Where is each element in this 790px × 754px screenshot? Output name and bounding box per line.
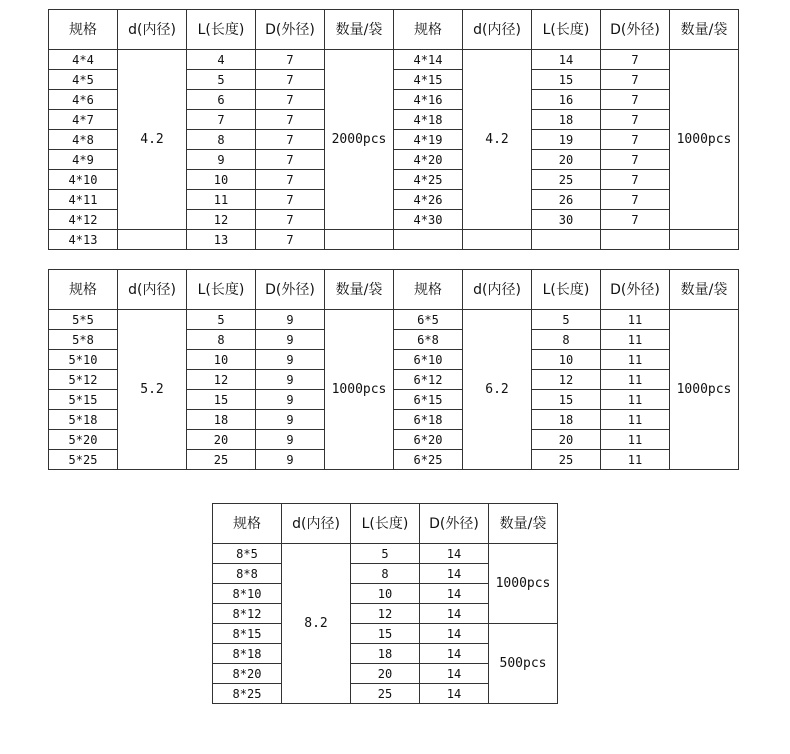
spec-cell: 8*15 [213, 624, 282, 644]
quantity-blank-cell [670, 230, 739, 250]
length-cell: 8 [187, 330, 256, 350]
length-cell: 25 [187, 450, 256, 470]
outer-diameter-cell: 7 [601, 170, 670, 190]
quantity-blank-cell [325, 230, 394, 250]
outer-diameter-cell: 14 [420, 684, 489, 704]
outer-diameter-cell: 7 [601, 90, 670, 110]
spec-cell: 8*10 [213, 584, 282, 604]
header-row [213, 504, 558, 544]
spec-cell: 6*10 [394, 350, 463, 370]
outer-diameter-cell: 9 [256, 370, 325, 390]
header-inner-diameter: d(内径) [463, 270, 532, 310]
inner-diameter-blank-cell [118, 230, 187, 250]
length-cell: 18 [187, 410, 256, 430]
outer-diameter-cell: 7 [256, 70, 325, 90]
spec-cell: 4*12 [49, 210, 118, 230]
length-cell: 11 [187, 190, 256, 210]
length-cell: 6 [187, 90, 256, 110]
quantity-cell: 1000pcs [325, 310, 394, 470]
spec-cell: 4*13 [49, 230, 118, 250]
spec-cell: 4*18 [394, 110, 463, 130]
spec-cell: 4*4 [49, 50, 118, 70]
spec-cell: 6*15 [394, 390, 463, 410]
outer-diameter-cell: 11 [601, 430, 670, 450]
inner-diameter-cell: 6.2 [463, 310, 532, 470]
inner-diameter-cell: 5.2 [118, 310, 187, 470]
outer-diameter-cell: 7 [601, 130, 670, 150]
length-cell: 5 [351, 544, 420, 564]
spec-cell: 4*16 [394, 90, 463, 110]
spec-cell: 4*5 [49, 70, 118, 90]
outer-diameter-cell: 11 [601, 310, 670, 330]
spec-cell: 6*25 [394, 450, 463, 470]
length-cell: 7 [187, 110, 256, 130]
header-length: L(长度) [187, 10, 256, 50]
spec-cell: 4*15 [394, 70, 463, 90]
outer-diameter-cell: 11 [601, 330, 670, 350]
outer-diameter-cell: 9 [256, 450, 325, 470]
outer-diameter-cell: 7 [601, 190, 670, 210]
table-row [213, 624, 558, 644]
outer-diameter-cell: 14 [420, 564, 489, 584]
length-cell: 25 [351, 684, 420, 704]
spec-cell: 5*15 [49, 390, 118, 410]
header-spec: 规格 [394, 270, 463, 310]
length-cell: 15 [532, 70, 601, 90]
header-outer-diameter: D(外径) [420, 504, 489, 544]
outer-diameter-cell: 7 [256, 130, 325, 150]
outer-diameter-cell: 7 [256, 170, 325, 190]
outer-diameter-cell: 11 [601, 410, 670, 430]
outer-diameter-cell: 14 [420, 644, 489, 664]
spec-cell: 5*5 [49, 310, 118, 330]
length-cell: 9 [187, 150, 256, 170]
header-outer-diameter: D(外径) [256, 10, 325, 50]
outer-diameter-cell: 7 [256, 210, 325, 230]
spec-cell: 4*25 [394, 170, 463, 190]
spec-cell: 6*12 [394, 370, 463, 390]
length-cell: 15 [532, 390, 601, 410]
length-cell: 12 [187, 210, 256, 230]
table-row [49, 230, 739, 250]
table-row [49, 50, 739, 70]
length-cell: 5 [187, 70, 256, 90]
spec-cell: 4*14 [394, 50, 463, 70]
outer-diameter-cell: 9 [256, 430, 325, 450]
header-quantity: 数量/袋 [325, 270, 394, 310]
length-cell: 5 [187, 310, 256, 330]
outer-diameter-cell: 11 [601, 370, 670, 390]
spec-cell: 5*12 [49, 370, 118, 390]
length-cell: 10 [187, 350, 256, 370]
spec-cell: 4*20 [394, 150, 463, 170]
length-cell: 14 [532, 50, 601, 70]
outer-diameter-cell: 7 [256, 90, 325, 110]
header-quantity: 数量/袋 [670, 270, 739, 310]
outer-diameter-cell: 14 [420, 604, 489, 624]
length-cell: 5 [532, 310, 601, 330]
outer-diameter-cell: 11 [601, 450, 670, 470]
table-row [49, 310, 739, 330]
outer-diameter-cell: 9 [256, 410, 325, 430]
spec-cell: 4*19 [394, 130, 463, 150]
spec-cell: 4*10 [49, 170, 118, 190]
spec-cell: 5*25 [49, 450, 118, 470]
outer-diameter-cell [601, 230, 670, 250]
length-cell: 12 [351, 604, 420, 624]
spec-cell: 8*8 [213, 564, 282, 584]
spec-cell: 4*8 [49, 130, 118, 150]
spec-cell: 4*11 [49, 190, 118, 210]
outer-diameter-cell: 7 [256, 190, 325, 210]
outer-diameter-cell: 14 [420, 624, 489, 644]
length-cell: 8 [187, 130, 256, 150]
header-inner-diameter: d(内径) [118, 10, 187, 50]
header-quantity: 数量/袋 [325, 10, 394, 50]
spec-cell: 6*8 [394, 330, 463, 350]
quantity-cell: 500pcs [489, 624, 558, 704]
length-cell: 10 [351, 584, 420, 604]
outer-diameter-cell: 9 [256, 310, 325, 330]
length-cell: 30 [532, 210, 601, 230]
spec-table-4mm [48, 9, 739, 250]
quantity-cell: 1000pcs [670, 50, 739, 230]
length-cell: 20 [532, 430, 601, 450]
length-cell: 4 [187, 50, 256, 70]
header-spec: 规格 [394, 10, 463, 50]
outer-diameter-cell: 14 [420, 544, 489, 564]
spec-cell: 5*18 [49, 410, 118, 430]
length-cell: 26 [532, 190, 601, 210]
quantity-cell: 1000pcs [489, 544, 558, 624]
inner-diameter-blank-cell [463, 230, 532, 250]
quantity-cell: 2000pcs [325, 50, 394, 230]
outer-diameter-cell: 7 [256, 50, 325, 70]
length-cell: 18 [532, 410, 601, 430]
outer-diameter-cell: 7 [601, 110, 670, 130]
outer-diameter-cell: 11 [601, 390, 670, 410]
header-outer-diameter: D(外径) [601, 270, 670, 310]
spec-table-5mm-6mm [48, 269, 739, 470]
length-cell: 15 [351, 624, 420, 644]
length-cell: 8 [532, 330, 601, 350]
spec-cell: 6*5 [394, 310, 463, 330]
length-cell: 12 [532, 370, 601, 390]
spec-cell: 4*7 [49, 110, 118, 130]
header-quantity: 数量/袋 [489, 504, 558, 544]
header-row [49, 10, 739, 50]
header-outer-diameter: D(外径) [256, 270, 325, 310]
length-cell: 20 [187, 430, 256, 450]
outer-diameter-cell: 9 [256, 330, 325, 350]
header-length: L(长度) [532, 270, 601, 310]
spec-cell: 4*6 [49, 90, 118, 110]
length-cell: 8 [351, 564, 420, 584]
outer-diameter-cell: 11 [601, 350, 670, 370]
header-length: L(长度) [532, 10, 601, 50]
length-cell: 18 [351, 644, 420, 664]
length-cell: 20 [351, 664, 420, 684]
length-cell: 10 [532, 350, 601, 370]
spec-cell: 8*5 [213, 544, 282, 564]
length-cell: 10 [187, 170, 256, 190]
spec-cell: 8*25 [213, 684, 282, 704]
outer-diameter-cell: 7 [601, 70, 670, 90]
outer-diameter-cell: 7 [601, 210, 670, 230]
header-spec: 规格 [49, 10, 118, 50]
spec-cell: 8*12 [213, 604, 282, 624]
header-inner-diameter: d(内径) [463, 10, 532, 50]
header-spec: 规格 [213, 504, 282, 544]
outer-diameter-cell: 14 [420, 584, 489, 604]
inner-diameter-cell: 4.2 [463, 50, 532, 230]
length-cell: 25 [532, 450, 601, 470]
length-cell: 20 [532, 150, 601, 170]
spec-cell: 5*20 [49, 430, 118, 450]
spec-cell: 5*10 [49, 350, 118, 370]
outer-diameter-cell: 14 [420, 664, 489, 684]
header-inner-diameter: d(内径) [282, 504, 351, 544]
table-row [213, 544, 558, 564]
spec-cell: 4*9 [49, 150, 118, 170]
header-length: L(长度) [351, 504, 420, 544]
outer-diameter-cell: 9 [256, 350, 325, 370]
header-inner-diameter: d(内径) [118, 270, 187, 310]
spec-cell: 6*18 [394, 410, 463, 430]
outer-diameter-cell: 7 [256, 150, 325, 170]
header-quantity: 数量/袋 [670, 10, 739, 50]
spec-cell: 5*8 [49, 330, 118, 350]
inner-diameter-cell: 4.2 [118, 50, 187, 230]
header-length: L(长度) [187, 270, 256, 310]
length-cell: 16 [532, 90, 601, 110]
outer-diameter-cell: 7 [256, 110, 325, 130]
spec-cell [394, 230, 463, 250]
length-cell: 18 [532, 110, 601, 130]
spec-cell: 4*30 [394, 210, 463, 230]
spec-cell: 6*20 [394, 430, 463, 450]
header-outer-diameter: D(外径) [601, 10, 670, 50]
inner-diameter-cell: 8.2 [282, 544, 351, 704]
length-cell [532, 230, 601, 250]
outer-diameter-cell: 7 [601, 50, 670, 70]
spec-table-8mm [212, 503, 558, 704]
length-cell: 15 [187, 390, 256, 410]
length-cell: 25 [532, 170, 601, 190]
length-cell: 12 [187, 370, 256, 390]
length-cell: 13 [187, 230, 256, 250]
outer-diameter-cell: 7 [256, 230, 325, 250]
outer-diameter-cell: 7 [601, 150, 670, 170]
header-row [49, 270, 739, 310]
spec-cell: 4*26 [394, 190, 463, 210]
length-cell: 19 [532, 130, 601, 150]
outer-diameter-cell: 9 [256, 390, 325, 410]
quantity-cell: 1000pcs [670, 310, 739, 470]
spec-cell: 8*18 [213, 644, 282, 664]
spec-cell: 8*20 [213, 664, 282, 684]
header-spec: 规格 [49, 270, 118, 310]
